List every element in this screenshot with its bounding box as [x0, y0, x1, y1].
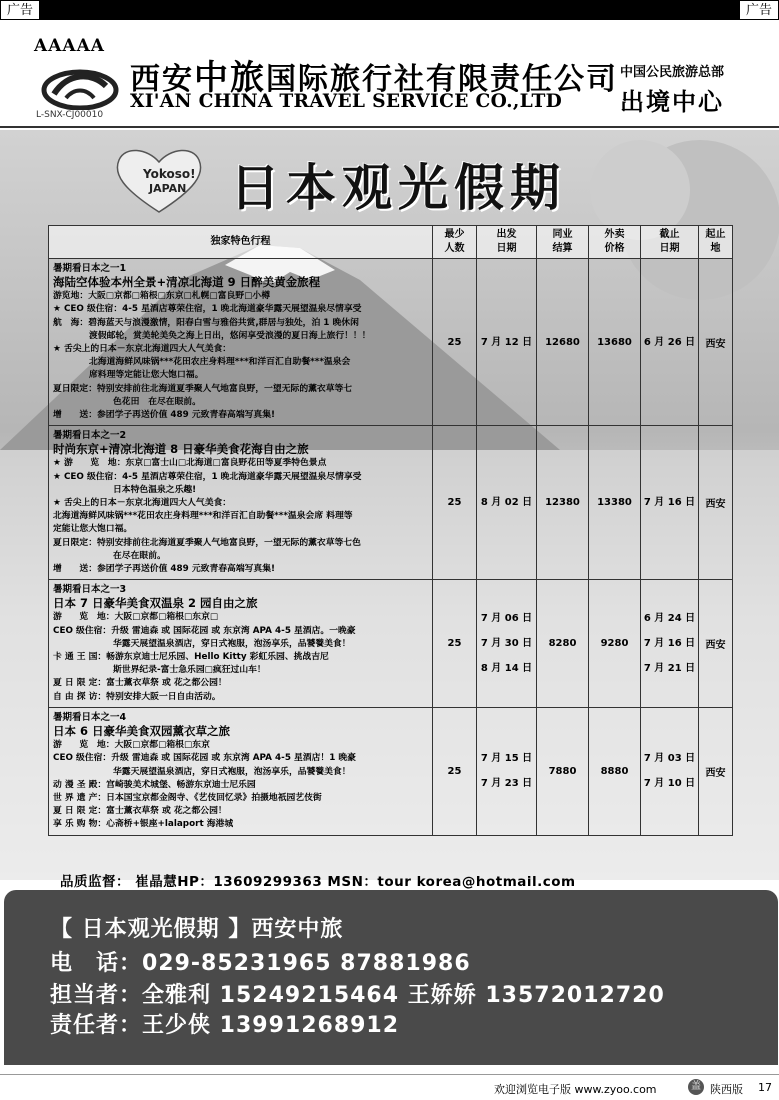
- department-title: 出境中心: [620, 88, 724, 116]
- retail-price: 13380: [589, 426, 641, 580]
- page-footer: [0, 1074, 779, 1100]
- company-header: [0, 22, 779, 128]
- retail-price: 9280: [589, 580, 641, 708]
- company-name-cn-a: 西安: [130, 62, 194, 97]
- deadline-dates: 6 月 24 日 7 月 16 日 7 月 21 日: [641, 580, 699, 708]
- page-number: 17: [758, 1081, 772, 1094]
- deadline-dates: 6 月 26 日: [641, 259, 699, 426]
- peer-price: 12380: [537, 426, 589, 580]
- retail-price: 8880: [589, 707, 641, 835]
- quality-supervision: 品质监督： 崔晶慧HP：13609299363 MSN：tour korea@hotmail.com: [60, 874, 576, 890]
- itinerary-description: 暑期看日本之一2 时尚东京+清凉北海道 8 日豪华美食花海自由之旅 ★ 游 览 地：东京□富士山□北海道□富良野花田等夏季特色景点 ★ CEO 级住宿：4-5 星酒店尊荣住宿，1 晚北海道豪华露天展望温泉尽情享受 日本特色温泉之乐趣! ★ 舌尖上的日本－东京北海道四大人气美食： 北海道海鲜风味锅***花田农庄身料理***和洋百汇自助餐***温泉会席 料理等 定能让您大饱口福。 夏日限定：特别安排前往北海道夏季聚人气地富良野，一望无际的薰衣草等七色 在尽在眼前。 增 送：参团学子再送价值 489 元致青春高端写真集!: [49, 426, 433, 580]
- department-subtitle: 中国公民旅游总部: [620, 65, 725, 80]
- table-row: [49, 707, 733, 835]
- departure-dates: 7 月 12 日: [477, 259, 537, 426]
- min-people: 25: [433, 580, 477, 708]
- origin-city: 西安: [699, 580, 733, 708]
- peer-price: 12680: [537, 259, 589, 426]
- grade-rating: AAAAA: [34, 36, 105, 56]
- contact-phone: 电 话：029-85231965 87881986: [50, 951, 471, 976]
- company-logo: [40, 64, 120, 110]
- ad-label-left: 广告: [0, 0, 40, 20]
- retail-price: 13680: [589, 259, 641, 426]
- origin-city: 西安: [699, 259, 733, 426]
- itinerary-description: 暑期看日本之一1 海陆空体验本州全景+清凉北海道 9 日醉美黄金旅程 游览地：大阪□京都□箱根□东京□札幌□富良野□小樽 ★ CEO 级住宿：4-5 星酒店尊荣住宿，1 晚北海道豪华露天展望温泉尽情享受 航 海：碧海蓝天与浪漫激情，阳春白雪与雅俗共赏,群居与独处，泊 1 晚休闲 渡假邮轮，赏美轮美奂之海上日出，悠闲享受浪漫的夏日海上旅行！！！ ★ 舌尖上的日本－东京北海道四大人气美食： 北海道海鲜风味锅***花田农庄身料理***和洋百汇自助餐***温泉会 席料理等定能让您大饱口福。 夏日限定：特别安排前往北海道夏季聚人气地富良野，一望无际的薰衣草等七 色花田 在尽在眼前。 增 送：参团学子再送价值 489 元致青春高端写真集!: [49, 259, 433, 426]
- footer-edition: 陕西版: [710, 1083, 743, 1096]
- publisher-mark-icon: 盖: [688, 1079, 704, 1095]
- header-origin: 起止 地: [699, 226, 733, 259]
- itinerary-table: [48, 225, 733, 836]
- table-header-row: [49, 226, 733, 259]
- origin-city: 西安: [699, 426, 733, 580]
- departure-dates: 7 月 06 日 7 月 30 日 8 月 14 日: [477, 580, 537, 708]
- footer-welcome: 欢迎浏览电子版 www.zyoo.com: [494, 1083, 657, 1096]
- page-title: 日本观光假期: [230, 159, 566, 217]
- origin-city: 西安: [699, 707, 733, 835]
- company-name-en: XI'AN CHINA TRAVEL SERVICE CO.,LTD: [130, 90, 563, 112]
- min-people: 25: [433, 707, 477, 835]
- min-people: 25: [433, 426, 477, 580]
- table-row: [49, 580, 733, 708]
- min-people: 25: [433, 259, 477, 426]
- departure-dates: 8 月 02 日: [477, 426, 537, 580]
- deadline-dates: 7 月 16 日: [641, 426, 699, 580]
- contact-manager: 责任者：王少侠 13991268912: [50, 1013, 400, 1038]
- company-name-cn-c: 国际旅行社有限责任公司: [266, 62, 618, 97]
- contact-title: 【 日本观光假期 】西安中旅: [50, 917, 344, 942]
- ad-label-right: 广告: [739, 0, 779, 20]
- japan-text: JAPAN: [149, 182, 187, 195]
- header-min-people: 最少 人数: [433, 226, 477, 259]
- yokoso-text: Yokoso!: [143, 167, 196, 181]
- itinerary-section: [0, 130, 779, 880]
- departure-dates: 7 月 15 日 7 月 23 日: [477, 707, 537, 835]
- table-row: [49, 259, 733, 426]
- header-departure-date: 出发 日期: [477, 226, 537, 259]
- itinerary-description: 暑期看日本之一3 日本 7 日豪华美食双温泉 2 园自由之旅 游 览 地：大阪□京都□箱根□东京□ CEO 级住宿：升级 雷迪森 或 国际花园 或 东京湾 APA 4-5 星酒店。一晚豪 华露天展望温泉酒店，穿日式袍服，泡汤享乐，品饕餮美食！ 卡 通 王 国：畅游东京迪士尼乐园、Hello Kitty 彩虹乐园、挑战吉尼 斯世界纪录-富士急乐园□疯狂过山车！ 夏 日 限 定：富士薰衣草祭 或 花之都公园！ 自 由 探 访：特别安排大阪一日自由活动。: [49, 580, 433, 708]
- header-retail-price: 外卖 价格: [589, 226, 641, 259]
- header-deadline: 截止 日期: [641, 226, 699, 259]
- company-name-cn-b: 中旅: [194, 58, 266, 98]
- yokoso-japan-badge: [113, 144, 205, 214]
- header-peer-price: 同业 结算: [537, 226, 589, 259]
- contact-panel: [4, 890, 778, 1065]
- deadline-dates: 7 月 03 日 7 月 10 日: [641, 707, 699, 835]
- peer-price: 8280: [537, 580, 589, 708]
- header-itinerary: 独家特色行程: [49, 226, 433, 259]
- peer-price: 7880: [537, 707, 589, 835]
- top-black-bar: [0, 0, 779, 20]
- contact-agents: 担当者：全雅利 15249215464 王娇娇 13572012720: [50, 983, 665, 1008]
- license-number: L-SNX-CJ00010: [36, 110, 104, 120]
- table-row: [49, 426, 733, 580]
- itinerary-description: 暑期看日本之一4 日本 6 日豪华美食双园薰衣草之旅 游 览 地：大阪□京都□箱根□东京 CEO 级住宿：升级 雷迪森 或 国际花园 或 东京湾 APA 4-5 星酒店！1 晚豪 华露天展望温泉酒店，穿日式袍服，泡汤享乐，品饕餮美食！ 动 漫 圣 殿：宫崎骏美术城堡、畅游东京迪士尼乐园 世 界 遗 产：日本国宝京都金阁寺、《艺伎回忆录》拍摄地祇园艺伎街 夏 日 限 定：富士薰衣草祭 或 花之都公园！ 享 乐 购 物：心斋桥+银座+lalaport 海港城: [49, 707, 433, 835]
